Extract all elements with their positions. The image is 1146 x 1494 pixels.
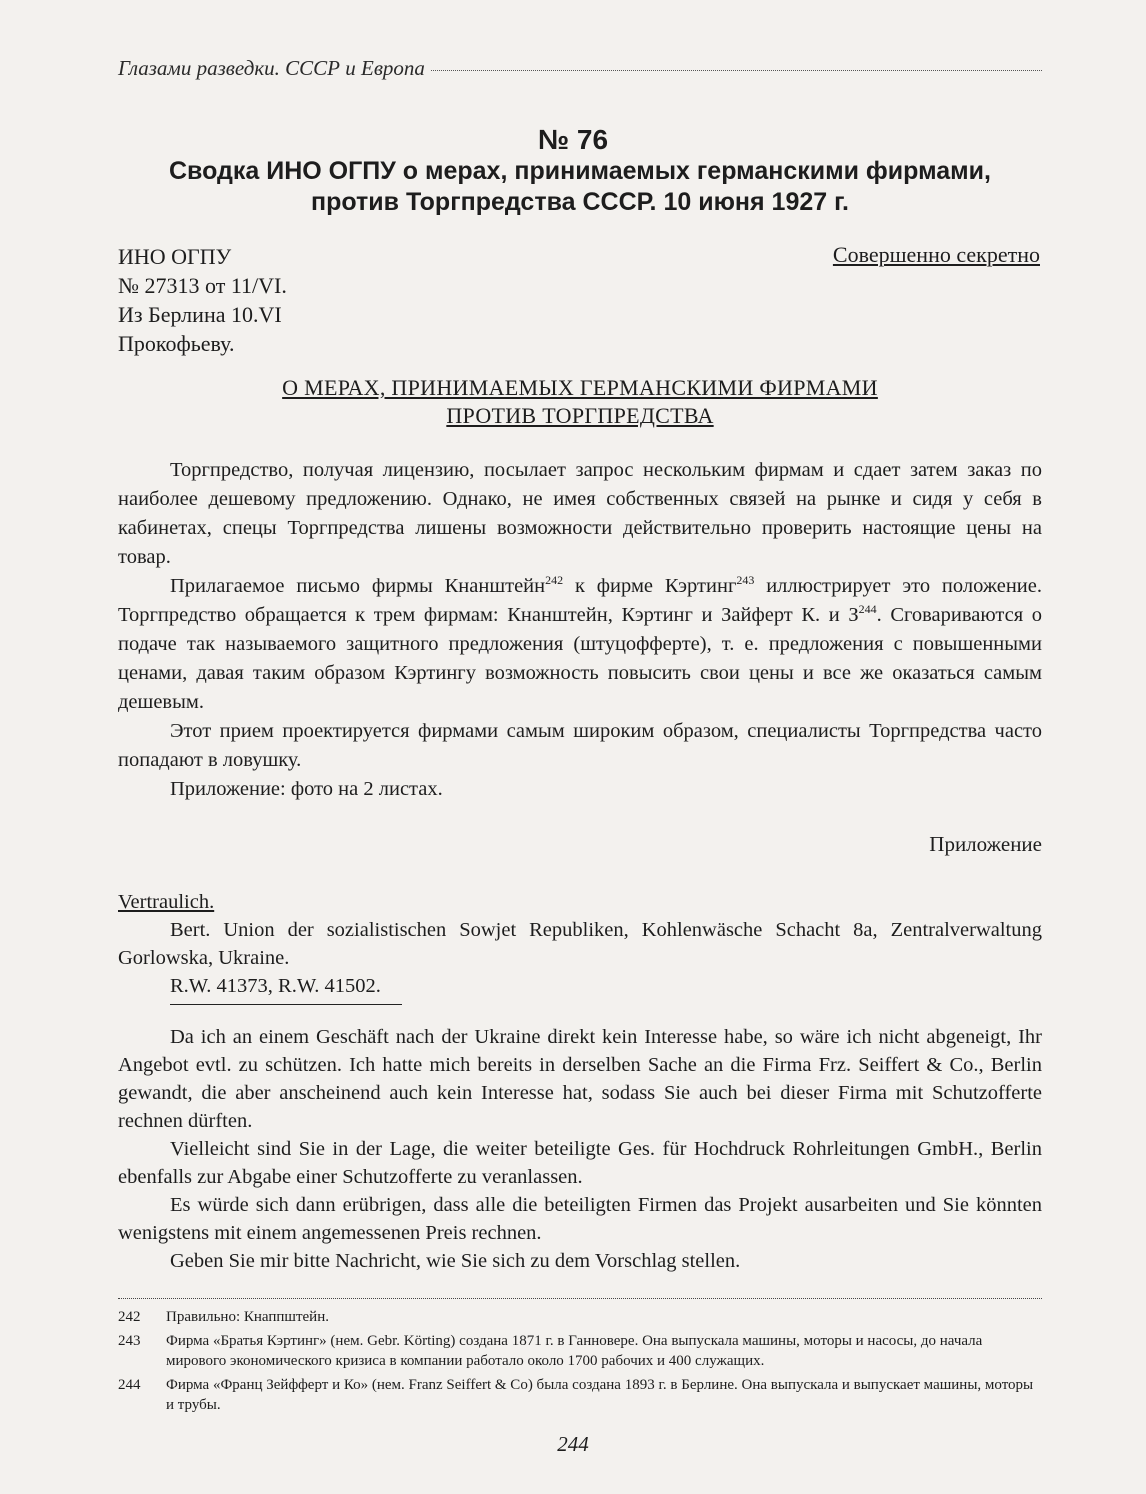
footnote-ref[interactable]: 243 (736, 573, 755, 588)
footnotes (118, 1298, 1042, 1419)
paragraph: Приложение: фото на 2 листах. (170, 778, 443, 800)
paragraph: Торгпредство, получая лицензию, посылает запрос нескольким фирмам и сдает затем заказ по наиболее дешевому предложению. Однако, не имея собственных связей на рынке и сидя у себя в кабинетах, спецы Торгпредства лишены возможности действительно проверить настоящие цены на товар. (118, 459, 1042, 568)
footnote (118, 1375, 1042, 1415)
header-rule (431, 70, 1042, 71)
subtitle-line-2: ПРОТИВ ТОРГПРЕДСТВА (446, 403, 714, 428)
subtitle-line-1: О МЕРАХ, ПРИНИМАЕМЫХ ГЕРМАНСКИМИ ФИРМАМИ (282, 375, 878, 400)
vertraulich-label: Vertraulich. (118, 891, 215, 913)
appendix-letter (118, 888, 1042, 1275)
paragraph: Этот прием проектируется фирмами самым широким образом, специалисты Торгпредства часто попадают в ловушку. (118, 720, 1042, 771)
footnote-text: Фирма «Братья Кэртинг» (нем. Gebr. Körting) создана 1871 г. в Ганновере. Она выпускала машины, моторы и насосы, до начала мирового экономического кризиса в компании работало около 1700 рабочих и 400 служащих. (166, 1333, 983, 1369)
footnote-number: 244 (118, 1377, 141, 1393)
appendix-label: Приложение (929, 832, 1042, 856)
footnote-text: Правильно: Кнаппштейн. (166, 1309, 329, 1325)
report-body (118, 456, 1042, 804)
footnote (118, 1331, 1042, 1371)
letter-paragraph: Da ich an einem Geschäft nach der Ukraine direkt kein Interesse habe, so wäre ich nicht abgeneigt, Ihr Angebot evtl. zu schützen. Ich hatte mich bereits in derselben Sache an die Firma Frz. Seiffert & Co., Berlin gewandt, die aber anscheinend auch kein Interesse hat, sodass Sie auch bei dieser Firma mit Schutzofferte rechnen dürften. (118, 1026, 1042, 1132)
document-title (118, 156, 1042, 218)
letter-paragraph: Es würde sich dann erübrigen, dass alle die beteiligten Firmen das Projekt ausarbeiten und Sie könnten wenigstens mit einem angemessenen Preis rechnen. (118, 1194, 1042, 1244)
letter-paragraph: Geben Sie mir bitte Nachricht, wie Sie sich zu dem Vorschlag stellen. (170, 1250, 741, 1272)
meta-line: № 27313 от 11/VI. (118, 273, 287, 298)
page-number: 244 (557, 1432, 589, 1456)
letter-refs: R.W. 41373, R.W. 41502. (170, 975, 381, 997)
footnote-ref[interactable]: 244 (858, 602, 877, 617)
letter-address: Bert. Union der sozialistischen Sowjet Republiken, Kohlenwäsche Schacht 8a, Zentralverwaltung Gorlowska, Ukraine. (118, 919, 1042, 969)
footnote-number: 242 (118, 1309, 141, 1325)
letter-paragraph: Vielleicht sind Sie in der Lage, die weiter beteiligte Ges. für Hochdruck Rohrleitungen GmbH., Berlin ebenfalls zur Abgabe einer Schutzofferte zu veranlassen. (118, 1138, 1042, 1188)
meta-line: Из Берлина 10.VI (118, 302, 282, 327)
footnote-ref[interactable]: 242 (545, 573, 564, 588)
meta-line: ИНО ОГПУ (118, 244, 232, 269)
running-title: Глазами разведки. СССР и Европа (118, 56, 425, 80)
secrecy-stamp: Совершенно секретно (832, 242, 1040, 267)
title-line-1: Сводка ИНО ОГПУ о мерах, принимаемых германскими фирмами, (169, 157, 991, 185)
meta-line: Прокофьеву. (118, 331, 235, 356)
paragraph: Прилагаемое письмо фирмы Кнанштейн$^{242}$ к фирме Кэртинг$^{243}$ иллюстрирует это положение. Торгпредство обращается к трем фирмам: Кнанштейн, Кэртинг и Зайферт К. и $З^{244}$. Сговариваются о подаче так называемого защитного предложения (штуцофферте), т. е. предложения с повышенными ценами, давая таким образом Кэртингу возможность повысить свои цены и все же оказаться самым дешевым. (118, 573, 1043, 713)
refs-underline (170, 1004, 402, 1005)
document-meta (118, 242, 287, 358)
footnote-number: 243 (118, 1333, 141, 1349)
title-line-2: против Торгпредства СССР. 10 июня 1927 г. (311, 188, 849, 216)
running-header (118, 56, 1042, 81)
document-number: № 76 (537, 124, 609, 155)
footnote (118, 1307, 1042, 1327)
section-subtitle (118, 374, 1042, 430)
footnote-text: Фирма «Франц Зейфферт и Ко» (нем. Franz Seiffert & Co) была создана 1893 г. в Берлине. Она выпускала и выпускает машины, моторы и трубы. (166, 1377, 1034, 1413)
